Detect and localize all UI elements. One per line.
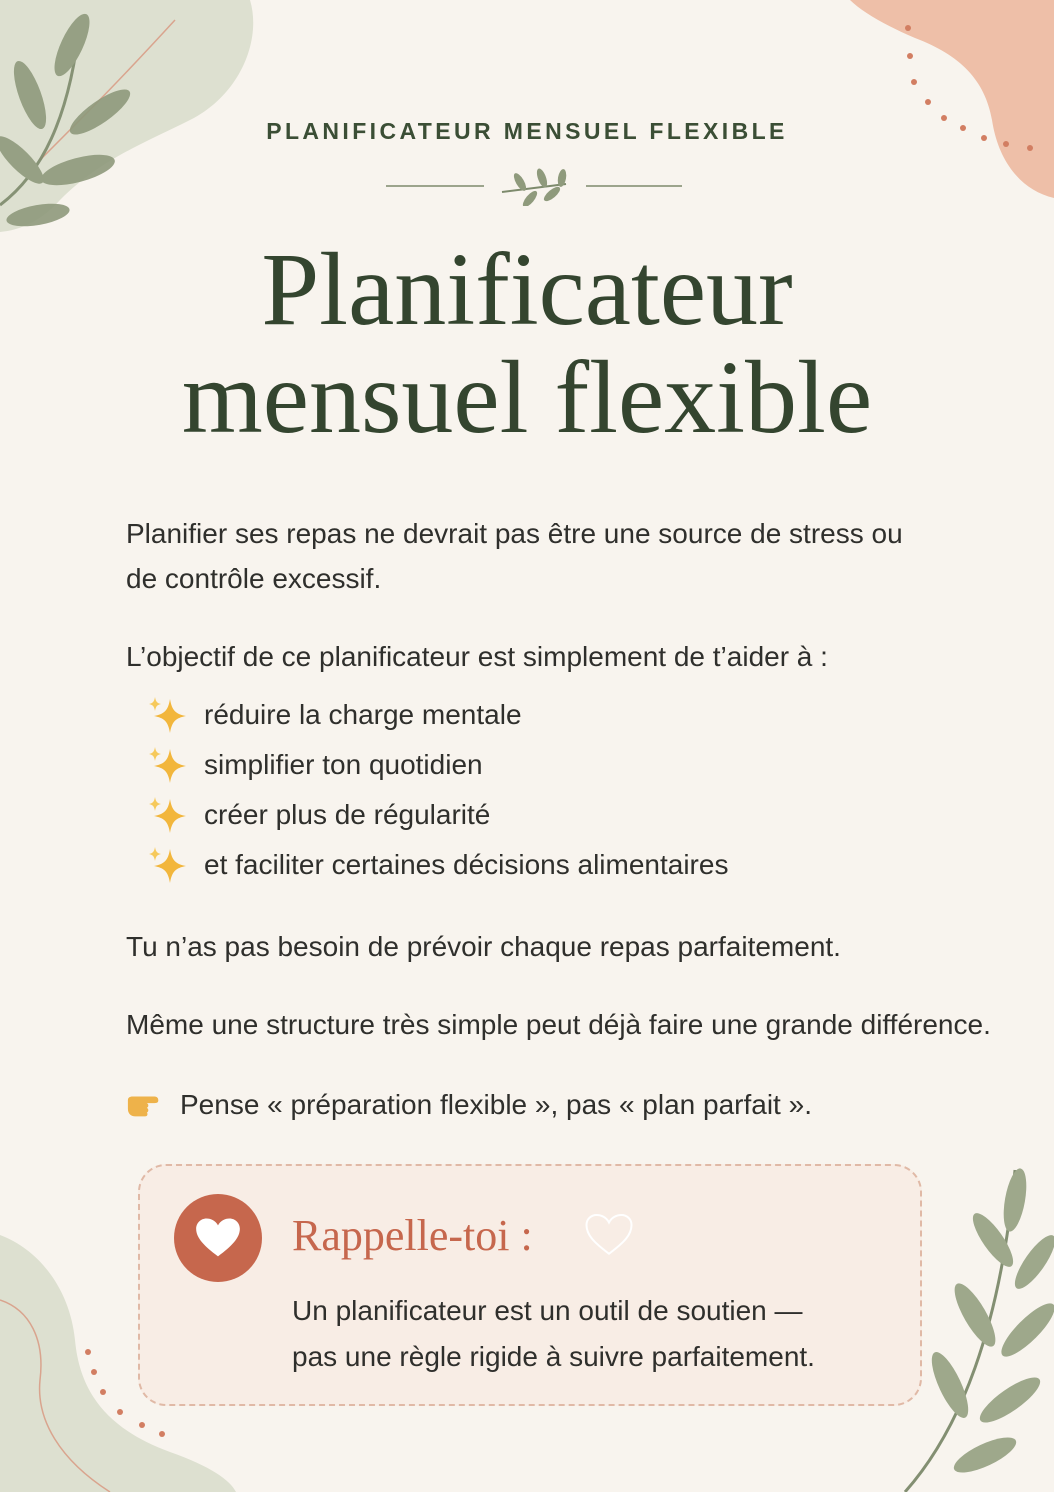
title-line-1: Planificateur (261, 232, 793, 347)
title-line-2: mensuel flexible (181, 340, 873, 455)
list-item (146, 690, 728, 740)
bullet-text: réduire la charge mentale (204, 699, 522, 730)
simple-structure-paragraph: Même une structure très simple peut déjà faire une grande différence. (126, 1009, 991, 1040)
list-item (146, 740, 728, 790)
sparkles-icon (146, 695, 190, 735)
peach-blob-top-right (850, 0, 1054, 198)
callout-title: Rappelle-toi : (292, 1211, 533, 1260)
sparkles-icon (146, 795, 190, 835)
page-title (0, 232, 1054, 455)
heart-badge (174, 1194, 262, 1282)
bullet-text: simplifier ton quotidien (204, 749, 483, 780)
bullet-text: et faciliter certaines décisions alimentaires (204, 849, 729, 880)
pointing-hand-icon (126, 1090, 164, 1120)
reassurance-paragraph: Tu n’as pas besoin de prévoir chaque repas parfaitement. (126, 931, 841, 962)
list-item (146, 840, 728, 890)
sparkles-icon (146, 745, 190, 785)
outline-heart-icon (584, 1212, 634, 1258)
leaf-sprig-bottom-right (905, 1167, 1054, 1492)
callout-text (292, 1288, 892, 1380)
callout-text-line-1: Un planificateur est un outil de soutien — (292, 1295, 803, 1326)
benefits-list (146, 690, 728, 890)
list-item (146, 790, 728, 840)
eyebrow-heading: PLANIFICATEUR MENSUEL FLEXIBLE (266, 118, 788, 144)
sparkles-icon (146, 845, 190, 885)
tip-text: Pense « préparation flexible », pas « plan parfait ». (180, 1089, 812, 1120)
heart-icon (195, 1217, 241, 1259)
leaf-divider-ornament (380, 166, 690, 206)
objective-paragraph: L’objectif de ce planificateur est simplement de t’aider à : (126, 641, 828, 672)
leaf-sprig-icon (502, 167, 568, 206)
reminder-callout (138, 1164, 922, 1406)
terracotta-line-bottom-left (0, 1300, 110, 1492)
bullet-text: créer plus de régularité (204, 799, 491, 830)
callout-text-line-2: pas une règle rigide à suivre parfaitement. (292, 1341, 815, 1372)
tip-line (126, 1082, 812, 1127)
sage-blob-top-left (0, 0, 253, 232)
intro-paragraph: Planifier ses repas ne devrait pas être une source de stress ou de contrôle excessif. (126, 518, 903, 594)
